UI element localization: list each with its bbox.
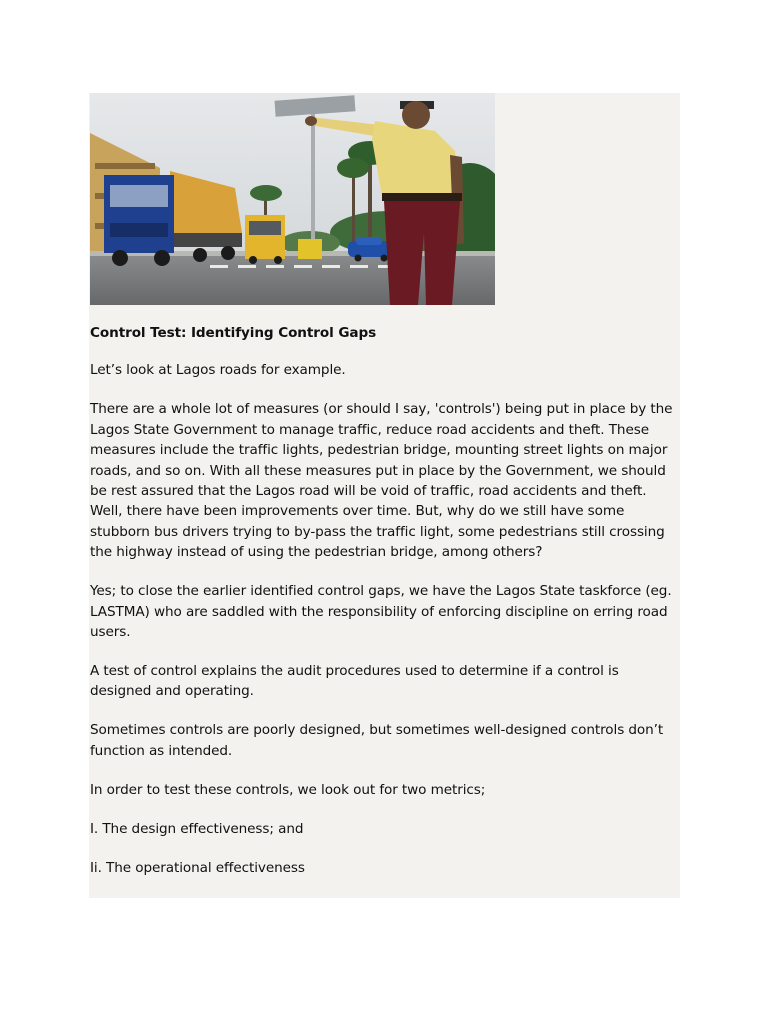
paragraph-taskforce: Yes; to close the earlier identified control gaps, we have the Lagos State taskforce (eg. LASTMA) who are saddled with the responsibility of enforcing discipline on erring road users. bbox=[90, 583, 672, 641]
article-body bbox=[90, 323, 676, 897]
list-item-design-effectiveness: I. The design effectiveness; and bbox=[90, 820, 304, 837]
paragraph-intro: Let’s look at Lagos roads for example. bbox=[90, 362, 346, 379]
article-heading: Control Test: Identifying Control Gaps bbox=[90, 325, 377, 341]
paragraph-poor-design: Sometimes controls are poorly designed, but sometimes well-designed controls don’t function as intended. bbox=[90, 722, 664, 759]
paragraph-measures: There are a whole lot of measures (or should I say, 'controls') being put in place by the Lagos State Government to manage traffic, reduce road accidents and theft. These measures include the traffic lights, pedestrian bridge, mounting street lights on major roads, and so on. With all these measures put in place by the Government, we should be rest assured that the Lagos road will be void of traffic, road accidents and theft. Well, there have been improvements over time. But, why do we still have some stubborn bus drivers trying to by-pass the traffic light, some pedestrians still crossing the highway instead of using the pedestrian bridge, among others? bbox=[90, 401, 673, 561]
paragraph-test-of-control: A test of control explains the audit procedures used to determine if a control is designed and operating. bbox=[90, 663, 619, 700]
article-panel bbox=[89, 93, 680, 898]
traffic-officer-photo bbox=[90, 93, 495, 305]
paragraph-metrics-intro: In order to test these controls, we look out for two metrics; bbox=[90, 781, 486, 798]
list-item-operational-effectiveness: Ii. The operational effectiveness bbox=[90, 859, 305, 876]
